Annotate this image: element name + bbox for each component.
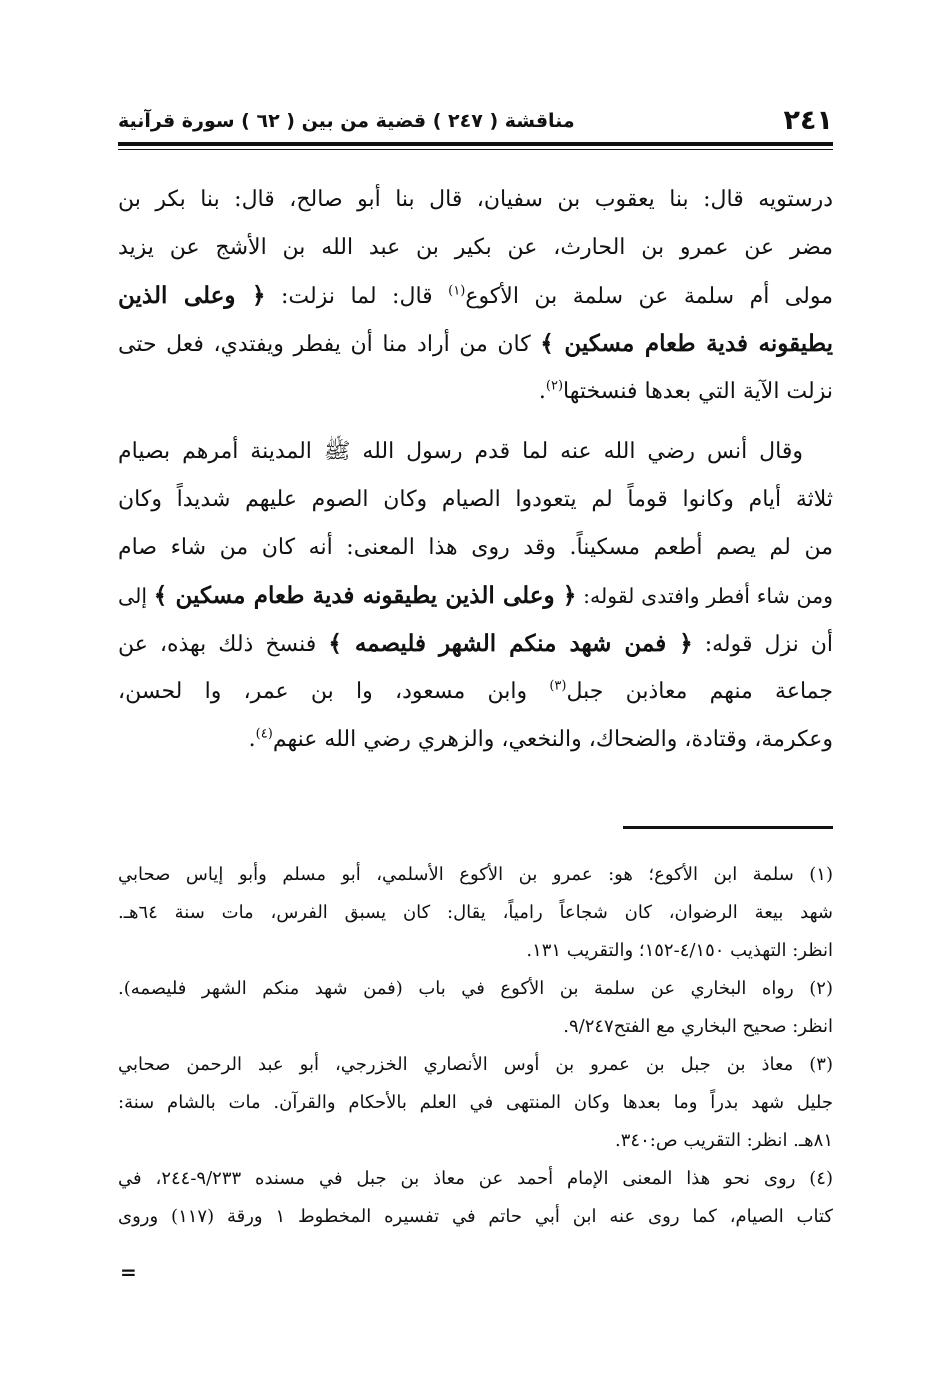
text-line (118, 428, 833, 476)
text-span: . (248, 727, 256, 752)
footnote-line: انظر: التهذيب ٤/١٥٠-١٥٢؛ والتقريب ١٣١. (526, 940, 833, 961)
footnote-3 (118, 1046, 833, 1160)
continuation-mark: = (120, 1260, 137, 1284)
paragraph-2 (118, 428, 833, 764)
text-line (118, 320, 833, 368)
quran-verse: ﴿ وعلى الذين (118, 282, 266, 309)
footnote-line: انظر: صحيح البخاري مع الفتح٩/٢٤٧. (563, 1016, 833, 1037)
text-line (118, 716, 833, 764)
text-span: قال: لما نزلت: (265, 284, 449, 309)
text-span: إلى (118, 584, 154, 608)
text-line (118, 476, 833, 524)
footnote-line: (٤) روى نحو هذا المعنى الإمام أحمد عن معاذ بن جبل في مسنده ٩/٢٣٣-٢٤٤، في (118, 1168, 833, 1189)
text-line (118, 572, 833, 620)
paragraph-gap (118, 416, 833, 428)
footnotes (118, 856, 833, 1236)
footnote-line: شهد بيعة الرضوان، كان شجاعاً رامياً، يقال: كان يسبق الفرس، مات سنة ٦٤هـ. (118, 902, 833, 923)
footnote-ref: (١) (448, 283, 466, 299)
text-line (118, 368, 833, 416)
text-line (118, 176, 833, 224)
footnote-ref: (٢) (545, 378, 564, 394)
text-span: جماعة منهم معاذبن جبل (566, 679, 834, 704)
quran-verse: ﴿ وعلى الذين يطيقونه فدية طعام مسكين ﴾ (153, 582, 577, 609)
text-span: من لم يصم أطعم مسكيناً. وقد روى هذا المعنى: أنه كان من شاء صام (118, 535, 833, 560)
footnote-1 (118, 856, 833, 970)
text-span: مولى أم سلمة عن سلمة بن الأكوع (465, 284, 833, 309)
main-text (118, 176, 833, 764)
footnote-line: كتاب الصيام، كما روى عنه ابن أبي حاتم في تفسيره المخطوط ١ ورقة (١١٧) وروى (118, 1206, 833, 1227)
text-span: درستويه قال: بنا يعقوب بن سفيان، قال بنا أبو صالح، قال: بنا بكر بن (118, 187, 833, 212)
paragraph-1 (118, 176, 833, 416)
text-span: وعكرمة، وقتادة، والضحاك، والنخعي، والزهري رضي الله عنهم (272, 727, 833, 752)
text-line (118, 668, 833, 716)
page-number: ٢٤١ (783, 105, 833, 136)
page-header (118, 104, 833, 138)
footnote-line: (٢) رواه البخاري عن سلمة بن الأكوع في باب (فمن شهد منكم الشهر فليصمه). (118, 978, 833, 999)
footnote-line: (١) سلمة ابن الأكوع؛ هو: عمرو بن الأكوع الأسلمي، أبو مسلم وأبو إياس صحابي (118, 864, 833, 885)
text-span: كان من أراد منا أن يفطر ويفتدي، فعل حتى (118, 332, 541, 357)
text-span: ثلاثة أيام وكانوا قوماً لم يتعودوا الصيام وكان الصوم عليهم شديداً وكان (118, 487, 833, 512)
text-span: وابن مسعود، وا بن عمر، وا لحسن، (118, 679, 550, 704)
quran-verse: ﴿ فمن شهد منكم الشهر فليصمه ﴾ (328, 630, 693, 657)
text-line (118, 620, 833, 668)
footnote-line: (٣) معاذ بن جبل بن عمرو بن أوس الأنصاري الخزرجي، أبو عبد الرحمن صحابي (118, 1054, 833, 1075)
header-rule-thin (118, 149, 833, 150)
footnote-ref: (٣) (549, 678, 567, 694)
text-line (118, 272, 833, 320)
footnote-line: ٨١هـ. انظر: التقريب ص:٣٤٠. (615, 1130, 833, 1151)
text-span: مضر عن عمرو بن الحارث، عن بكير بن عبد الله بن الأشج عن يزيد (118, 235, 833, 260)
text-line (118, 524, 833, 572)
text-span: أن نزل قوله: (692, 632, 834, 657)
footnote-ref: (٤) (255, 726, 273, 742)
text-span: ومن شاء أفطر وافتدى لقوله: (576, 584, 833, 608)
text-span: وقال أنس رضي الله عنه لما قدم رسول الله ﷺ المدينة أمرهم بصيام (118, 439, 803, 464)
footnote-2 (118, 970, 833, 1046)
text-line (118, 224, 833, 272)
quran-verse: يطيقونه فدية طعام مسكين ﴾ (540, 330, 833, 357)
text-span: فنسخ ذلك بهذه، عن (118, 632, 329, 657)
text-span: . (538, 379, 546, 404)
footnote-line: جليل شهد بدراً وما بعدها وكان المنتهى في العلم بالأحكام والقرآن. مات بالشام سنة: (118, 1092, 833, 1113)
footnote-4 (118, 1160, 833, 1236)
text-span: نزلت الآية التي بعدها فنسختها (563, 379, 833, 404)
header-rule-thick (118, 142, 833, 146)
footnote-separator (623, 826, 833, 829)
running-title: مناقشة ( ٢٤٧ ) قضية من بين ( ٦٢ ) سورة قرآنية (118, 110, 575, 132)
